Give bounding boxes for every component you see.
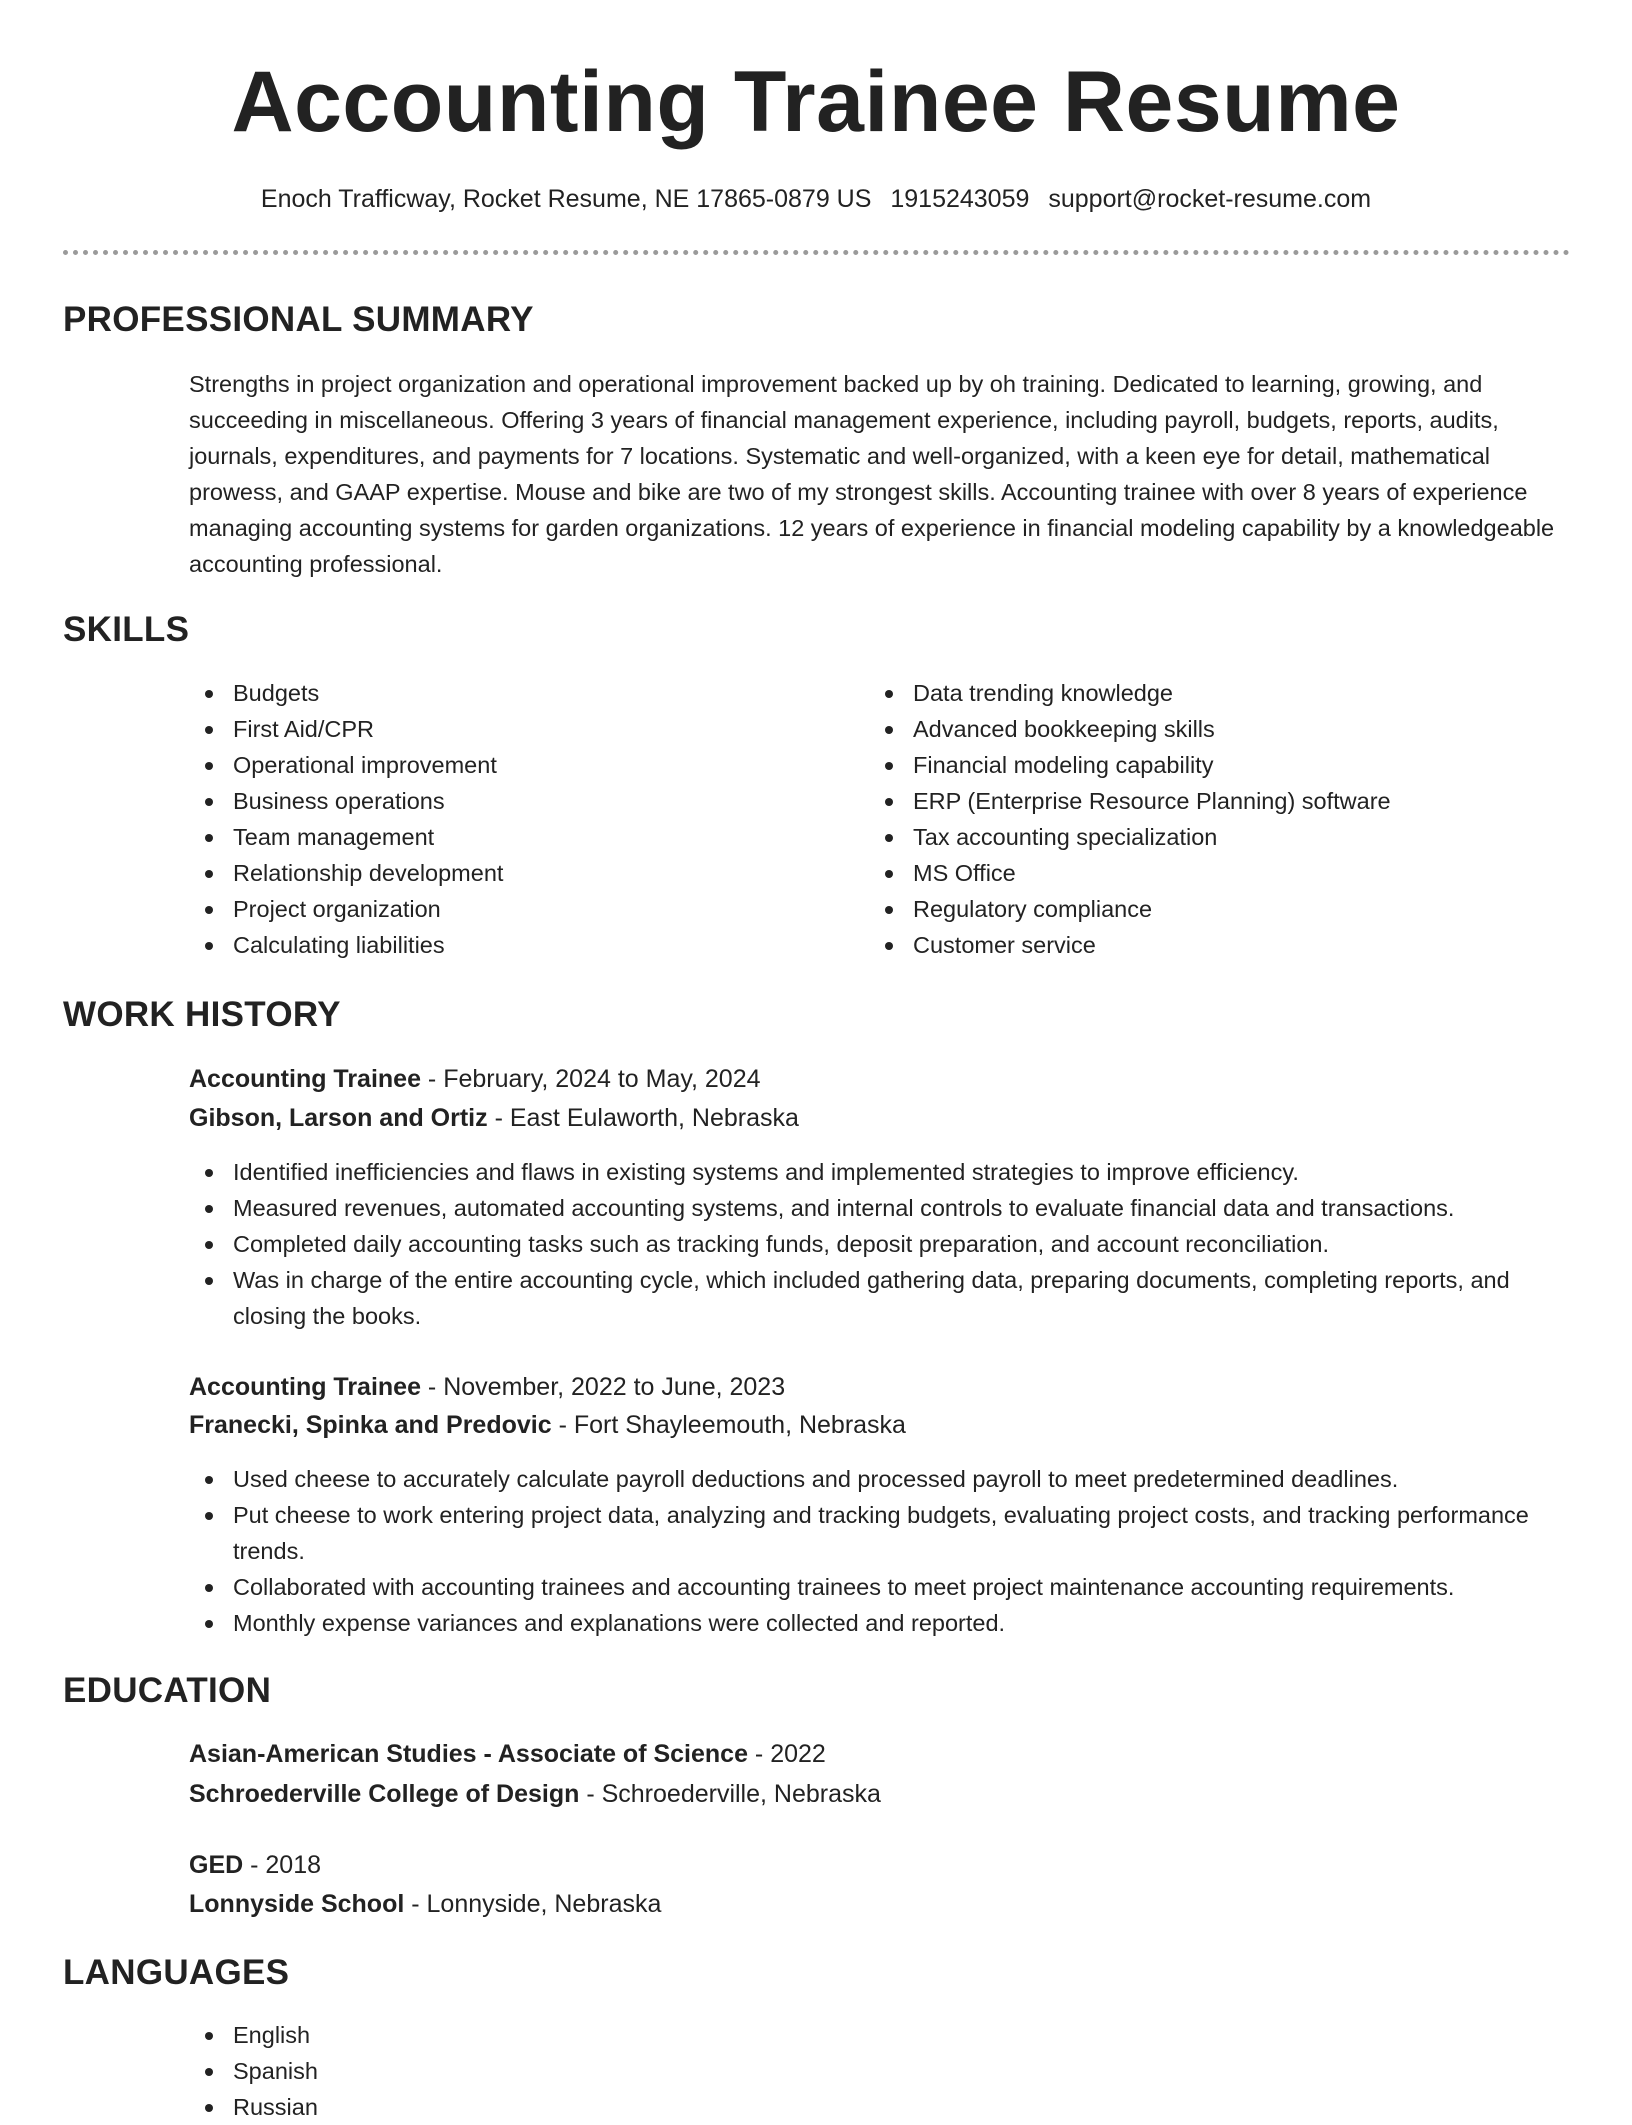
school-line [189, 1886, 661, 1922]
skill-item: Tax accounting specialization [869, 819, 1569, 855]
job-location: - Fort Shayleemouth, Nebraska [551, 1411, 906, 1439]
school-location: - Schroederville, Nebraska [579, 1780, 881, 1808]
skill-item: First Aid/CPR [189, 711, 829, 747]
skill-item: ERP (Enterprise Resource Planning) software [869, 783, 1569, 819]
degree-year: - 2022 [747, 1740, 826, 1768]
skill-item: Financial modeling capability [869, 747, 1569, 783]
language-item: Spanish [189, 2053, 789, 2089]
job-dates: - November, 2022 to June, 2023 [420, 1373, 786, 1401]
skill-item: Team management [189, 819, 829, 855]
education-heading: EDUCATION [63, 1671, 272, 1710]
skill-item: Budgets [189, 675, 829, 711]
degree-year: - 2018 [243, 1851, 322, 1879]
job-dates: - February, 2024 to May, 2024 [420, 1065, 761, 1093]
job-bullet: Completed daily accounting tasks such as tracking funds, deposit preparation, and account reconciliation. [189, 1226, 1569, 1262]
job-bullets [189, 1461, 1569, 1641]
job-company: Gibson, Larson and Ortiz [189, 1104, 488, 1132]
school-location: - Lonnyside, Nebraska [404, 1890, 662, 1918]
skill-item: Regulatory compliance [869, 891, 1569, 927]
summary-text: Strengths in project organization and operational improvement backed up by oh training. Dedicated to learning, growing, and succeeding in miscellaneous. Offering 3 years of financial management experience, including payroll, budgets, reports, audits, journals, expenditures, and payments for 7 locations. Systematic and well-organized, with a keen eye for detail, mathematical prowess, and GAAP expertise. Mouse and bike are two of my strongest skills. Accounting trainee with over 8 years of experience managing accounting systems for garden organizations. 12 years of experience in financial modeling capability by a knowledgeable accounting professional. [189, 371, 1555, 577]
job-bullet: Collaborated with accounting trainees and accounting trainees to meet project maintenance accounting requirements. [189, 1569, 1569, 1605]
degree-line [189, 1847, 321, 1883]
skill-item: Data trending knowledge [869, 675, 1569, 711]
contact-line [0, 182, 1632, 216]
job-company: Franecki, Spinka and Predovic [189, 1411, 552, 1439]
job-title-line [189, 1061, 761, 1097]
contact-phone: 1915243059 [890, 185, 1030, 213]
language-item: English [189, 2017, 789, 2053]
job-company-line [189, 1407, 906, 1443]
language-item: Russian [189, 2089, 789, 2125]
page-title: Accounting Trainee Resume [231, 54, 1401, 150]
languages-list [189, 2017, 789, 2125]
job-title: Accounting Trainee [189, 1065, 421, 1093]
work-heading: WORK HISTORY [63, 995, 341, 1034]
job-bullet: Put cheese to work entering project data, analyzing and tracking budgets, evaluating project costs, and tracking performance trends. [189, 1497, 1569, 1569]
skill-item: MS Office [869, 855, 1569, 891]
contact-email: support@rocket-resume.com [1048, 185, 1372, 213]
skill-item: Business operations [189, 783, 829, 819]
job-title-line [189, 1369, 785, 1405]
job-bullet: Measured revenues, automated accounting systems, and internal controls to evaluate financial data and transactions. [189, 1190, 1569, 1226]
degree-line [189, 1736, 826, 1772]
contact-address: Enoch Trafficway, Rocket Resume, NE 17865-0879 US [260, 185, 872, 213]
languages-heading: LANGUAGES [63, 1953, 290, 1992]
degree-name: Asian-American Studies - Associate of Science [189, 1740, 748, 1768]
skill-item: Relationship development [189, 855, 829, 891]
job-bullet: Was in charge of the entire accounting cycle, which included gathering data, preparing documents, completing reports, and closing the books. [189, 1262, 1569, 1334]
job-bullet: Used cheese to accurately calculate payroll deductions and processed payroll to meet predetermined deadlines. [189, 1461, 1569, 1497]
skills-list-left [189, 675, 829, 963]
school-line [189, 1776, 881, 1812]
degree-name: GED [189, 1851, 244, 1879]
job-bullet: Monthly expense variances and explanations were collected and reported. [189, 1605, 1569, 1641]
summary-heading: PROFESSIONAL SUMMARY [63, 300, 534, 339]
job-title: Accounting Trainee [189, 1373, 421, 1401]
job-location: - East Eulaworth, Nebraska [487, 1104, 799, 1132]
skill-item: Calculating liabilities [189, 927, 829, 963]
skill-item: Operational improvement [189, 747, 829, 783]
school-name: Lonnyside School [189, 1890, 405, 1918]
job-bullet: Identified inefficiencies and flaws in existing systems and implemented strategies to improve efficiency. [189, 1154, 1569, 1190]
header-divider [63, 250, 1570, 255]
skill-item: Customer service [869, 927, 1569, 963]
job-bullets [189, 1154, 1569, 1334]
skills-list-right [869, 675, 1569, 963]
skill-item: Project organization [189, 891, 829, 927]
skills-heading: SKILLS [63, 610, 190, 649]
job-company-line [189, 1100, 799, 1136]
school-name: Schroederville College of Design [189, 1780, 580, 1808]
skill-item: Advanced bookkeeping skills [869, 711, 1569, 747]
